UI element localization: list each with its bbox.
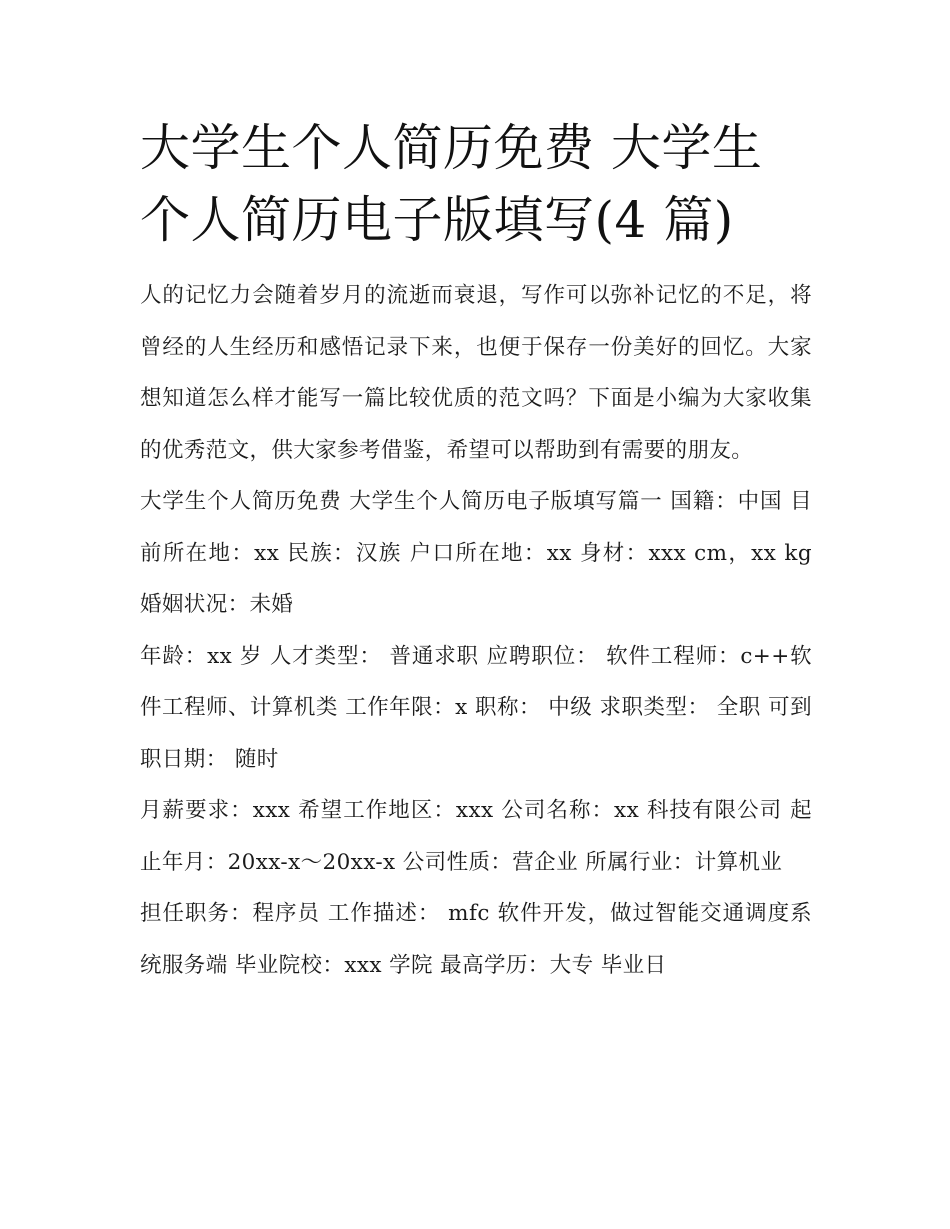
document-title: 大学生个人简历免费 大学生个人简历电子版填写(4 篇): [140, 119, 763, 249]
resume-paragraph-education: 担任职务：程序员 工作描述： mfc 软件开发，做过智能交通调度系统服务端 毕业院校：xxx 学院 最高学历：大专 毕业日: [140, 901, 812, 978]
resume-paragraph-work-history: 月薪要求：xxx 希望工作地区：xxx 公司名称：xx 科技有限公司 起止年月：20xx-x～20xx-x 公司性质：营企业 所属行业：计算机业: [140, 798, 812, 875]
intro-paragraph: 人的记忆力会随着岁月的流逝而衰退，写作可以弥补记忆的不足，将曾经的人生经历和感悟记录下来，也便于保存一份美好的回忆。大家想知道怎么样才能写一篇比较优质的范文吗？下面是小编为大家收集的优秀范文，供大家参考借鉴，希望可以帮助到有需要的朋友。: [140, 283, 812, 463]
resume-paragraph-job-intent: 年龄：xx 岁 人才类型： 普通求职 应聘职位： 软件工程师：c++软件工程师、计算机类 工作年限：x 职称： 中级 求职类型： 全职 可到职日期： 随时: [140, 643, 812, 772]
document-body: [140, 112, 812, 991]
resume-paragraph-basic-info: 大学生个人简历免费 大学生个人简历电子版填写篇一 国籍：中国 目前所在地：xx 民族：汉族 户口所在地：xx 身材：xxx cm，xx kg 婚姻状况：未婚: [140, 489, 812, 617]
